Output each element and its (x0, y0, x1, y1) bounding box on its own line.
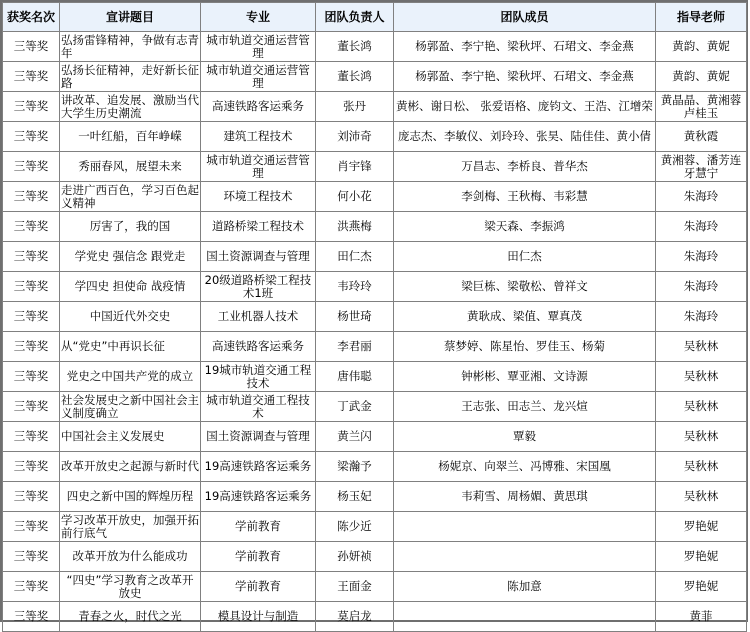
cell-leader: 田仁杰 (316, 242, 394, 272)
cell-members: 杨郭盈、李宁艳、梁秋坪、石珺文、李金燕 (394, 62, 656, 92)
cell-award: 三等奖 (3, 392, 60, 422)
cell-members (394, 512, 656, 542)
cell-award: 三等奖 (3, 602, 60, 632)
table-row (3, 542, 747, 572)
cell-teacher: 吴秋林 (656, 482, 747, 512)
table-row (3, 422, 747, 452)
cell-major: 高速铁路客运乘务 (201, 332, 316, 362)
cell-teacher: 朱海玲 (656, 212, 747, 242)
cell-award: 三等奖 (3, 182, 60, 212)
cell-major: 19高速铁路客运乘务 (201, 452, 316, 482)
cell-topic: 社会发展史之新中国社会主义制度确立 (61, 392, 199, 420)
cell-leader: 刘沛奇 (316, 122, 394, 152)
cell-major: 20级道路桥梁工程技术1班 (201, 272, 316, 302)
cell-award: 三等奖 (3, 92, 60, 122)
cell-leader: 莫启龙 (316, 602, 394, 632)
cell-teacher: 罗艳妮 (656, 512, 747, 542)
table-row (3, 482, 747, 512)
cell-major: 城市轨道交通运营管理 (201, 62, 316, 92)
cell-award: 三等奖 (3, 242, 60, 272)
cell-leader: 董长鸿 (316, 62, 394, 92)
cell-teacher: 朱海玲 (656, 272, 747, 302)
cell-teacher: 罗艳妮 (656, 542, 747, 572)
cell-topic: 学习改革开放史，加强开拓前行底气 (61, 512, 199, 540)
cell-leader: 梁瀚予 (316, 452, 394, 482)
cell-major: 19高速铁路客运乘务 (201, 482, 316, 512)
cell-leader: 陈少近 (316, 512, 394, 542)
cell-topic: 改革开放为什么能成功 (60, 542, 201, 572)
table-row (3, 122, 747, 152)
cell-topic: “四史”学习教育之改革开放史 (60, 572, 201, 602)
cell-award: 三等奖 (3, 302, 60, 332)
cell-teacher: 黄湘蓉、潘芳连牙慧宁 (656, 152, 747, 182)
header-major: 专业 (201, 3, 316, 32)
cell-members: 杨妮京、向翠兰、冯博雅、宋国凰 (394, 452, 656, 482)
cell-members: 万昌志、李桥良、普华杰 (394, 152, 656, 182)
cell-major: 学前教育 (201, 512, 316, 542)
table-row (3, 242, 747, 272)
table-row (3, 602, 747, 632)
cell-teacher: 吴秋林 (656, 362, 747, 392)
cell-award: 三等奖 (3, 542, 60, 572)
cell-leader: 董长鸿 (316, 32, 394, 62)
cell-teacher: 吴秋林 (656, 332, 747, 362)
cell-leader: 杨玉妃 (316, 482, 394, 512)
cell-teacher: 吴秋林 (656, 422, 747, 452)
table-row (3, 272, 747, 302)
cell-teacher: 吴秋林 (656, 452, 747, 482)
table-body (3, 32, 747, 632)
header-award: 获奖名次 (3, 3, 60, 32)
cell-members: 杨郭盈、李宁艳、梁秋坪、石珺文、李金燕 (394, 32, 656, 62)
table-row (3, 32, 747, 62)
cell-leader: 肖宇锋 (316, 152, 394, 182)
table-row (3, 92, 747, 122)
cell-award: 三等奖 (3, 452, 60, 482)
cell-major: 学前教育 (201, 572, 316, 602)
table-row (3, 452, 747, 482)
header-teacher: 指导老师 (656, 3, 747, 32)
table-row (3, 392, 747, 422)
cell-members: 钟彬彬、覃亚湘、文诗源 (394, 362, 656, 392)
cell-leader: 唐伟聪 (316, 362, 394, 392)
cell-major: 模具设计与制造 (201, 602, 316, 632)
cell-teacher: 朱海玲 (656, 242, 747, 272)
cell-topic: 中国近代外交史 (60, 302, 201, 332)
cell-members: 梁天森、李振鸿 (394, 212, 656, 242)
cell-teacher: 吴秋林 (656, 392, 747, 422)
cell-topic: 学党史 强信念 跟党走 (60, 242, 201, 272)
cell-teacher: 黄菲 (656, 602, 747, 632)
cell-topic: 改革开放史之起源与新时代 (60, 452, 201, 482)
table-row (3, 62, 747, 92)
award-table (2, 2, 747, 632)
cell-major: 工业机器人技术 (201, 302, 316, 332)
table-row (3, 572, 747, 602)
header-members: 团队成员 (394, 3, 656, 32)
cell-award: 三等奖 (3, 512, 60, 542)
cell-major: 19城市轨道交通工程技术 (201, 362, 316, 392)
cell-topic: 从“党史”中再识长征 (60, 332, 201, 362)
cell-members: 黄彬、谢日松、 张爱语格、庞钧文、王浩、江增荣 (394, 92, 656, 122)
cell-members: 田仁杰 (394, 242, 656, 272)
cell-topic: 青春之火，时代之光 (60, 602, 201, 632)
cell-award: 三等奖 (3, 422, 60, 452)
cell-topic: 四史之新中国的辉煌历程 (60, 482, 201, 512)
cell-members: 陈加意 (394, 572, 656, 602)
cell-major: 环境工程技术 (201, 182, 316, 212)
cell-members: 黄耿成、梁值、覃真茂 (394, 302, 656, 332)
cell-leader: 孙妍祯 (316, 542, 394, 572)
cell-members: 王志张、田志兰、龙兴煊 (394, 392, 656, 422)
cell-major: 城市轨道交通运营管理 (201, 152, 316, 182)
cell-teacher: 罗艳妮 (656, 572, 747, 602)
cell-members: 李剑梅、王秋梅、韦彩慧 (394, 182, 656, 212)
cell-topic: 党史之中国共产党的成立 (60, 362, 201, 392)
table-row (3, 182, 747, 212)
cell-teacher: 黄韵、黄妮 (656, 32, 747, 62)
cell-leader: 李君丽 (316, 332, 394, 362)
cell-members (394, 602, 656, 632)
cell-leader: 洪燕梅 (316, 212, 394, 242)
cell-teacher: 黄韵、黄妮 (656, 62, 747, 92)
cell-award: 三等奖 (3, 122, 60, 152)
cell-members: 韦莉雪、周杨媚、黄思琪 (394, 482, 656, 512)
cell-major: 道路桥梁工程技术 (201, 212, 316, 242)
cell-members (394, 542, 656, 572)
table-row (3, 512, 747, 542)
cell-members: 梁巨栋、梁敬松、曾祥文 (394, 272, 656, 302)
cell-topic: 秀丽春风，展望未来 (60, 152, 201, 182)
cell-major: 高速铁路客运乘务 (201, 92, 316, 122)
header-leader: 团队负责人 (316, 3, 394, 32)
cell-teacher: 朱海玲 (656, 302, 747, 332)
cell-award: 三等奖 (3, 152, 60, 182)
cell-major: 城市轨道交通工程技术 (201, 392, 316, 422)
cell-topic: 中国社会主义发展史 (60, 422, 201, 452)
cell-award: 三等奖 (3, 62, 60, 92)
cell-teacher: 朱海玲 (656, 182, 747, 212)
cell-major: 国土资源调查与管理 (201, 422, 316, 452)
cell-award: 三等奖 (3, 572, 60, 602)
cell-topic: 一叶红船，百年峥嵘 (60, 122, 201, 152)
cell-topic: 弘扬长征精神，走好新长征路 (61, 62, 199, 90)
cell-leader: 张丹 (316, 92, 394, 122)
cell-teacher: 黄秋霞 (656, 122, 747, 152)
cell-award: 三等奖 (3, 212, 60, 242)
cell-award: 三等奖 (3, 272, 60, 302)
cell-major: 建筑工程技术 (201, 122, 316, 152)
cell-major: 学前教育 (201, 542, 316, 572)
table-row (3, 302, 747, 332)
cell-award: 三等奖 (3, 362, 60, 392)
cell-topic: 走进广西百色，学习百色起义精神 (61, 182, 199, 210)
cell-topic: 讲改革、追发展、激励当代大学生历史潮流 (61, 92, 199, 120)
cell-topic: 弘扬雷锋精神，争做有志青年 (61, 32, 199, 60)
cell-members: 蔡梦婷、陈星怡、罗佳玉、杨菊 (394, 332, 656, 362)
cell-award: 三等奖 (3, 482, 60, 512)
cell-award: 三等奖 (3, 32, 60, 62)
table-row (3, 152, 747, 182)
cell-major: 城市轨道交通运营管理 (201, 32, 316, 62)
cell-teacher: 黄晶晶、黄湘蓉卢桂玉 (656, 92, 747, 122)
cell-leader: 杨世琦 (316, 302, 394, 332)
cell-topic: 厉害了，我的国 (60, 212, 201, 242)
cell-leader: 何小花 (316, 182, 394, 212)
cell-members: 覃毅 (394, 422, 656, 452)
cell-leader: 黄兰闪 (316, 422, 394, 452)
cell-leader: 韦玲玲 (316, 272, 394, 302)
table-row (3, 362, 747, 392)
cell-leader: 丁武金 (316, 392, 394, 422)
cell-leader: 王面金 (316, 572, 394, 602)
table-row (3, 332, 747, 362)
cell-topic: 学四史 担使命 战疫情 (60, 272, 201, 302)
cell-award: 三等奖 (3, 332, 60, 362)
cell-major: 国土资源调查与管理 (201, 242, 316, 272)
cell-members: 庞志杰、李敏仪、刘玲玲、张昊、陆佳佳、黄小倩 (394, 122, 656, 152)
table-header-row (3, 3, 747, 32)
table-row (3, 212, 747, 242)
header-topic: 宣讲题目 (60, 3, 201, 32)
